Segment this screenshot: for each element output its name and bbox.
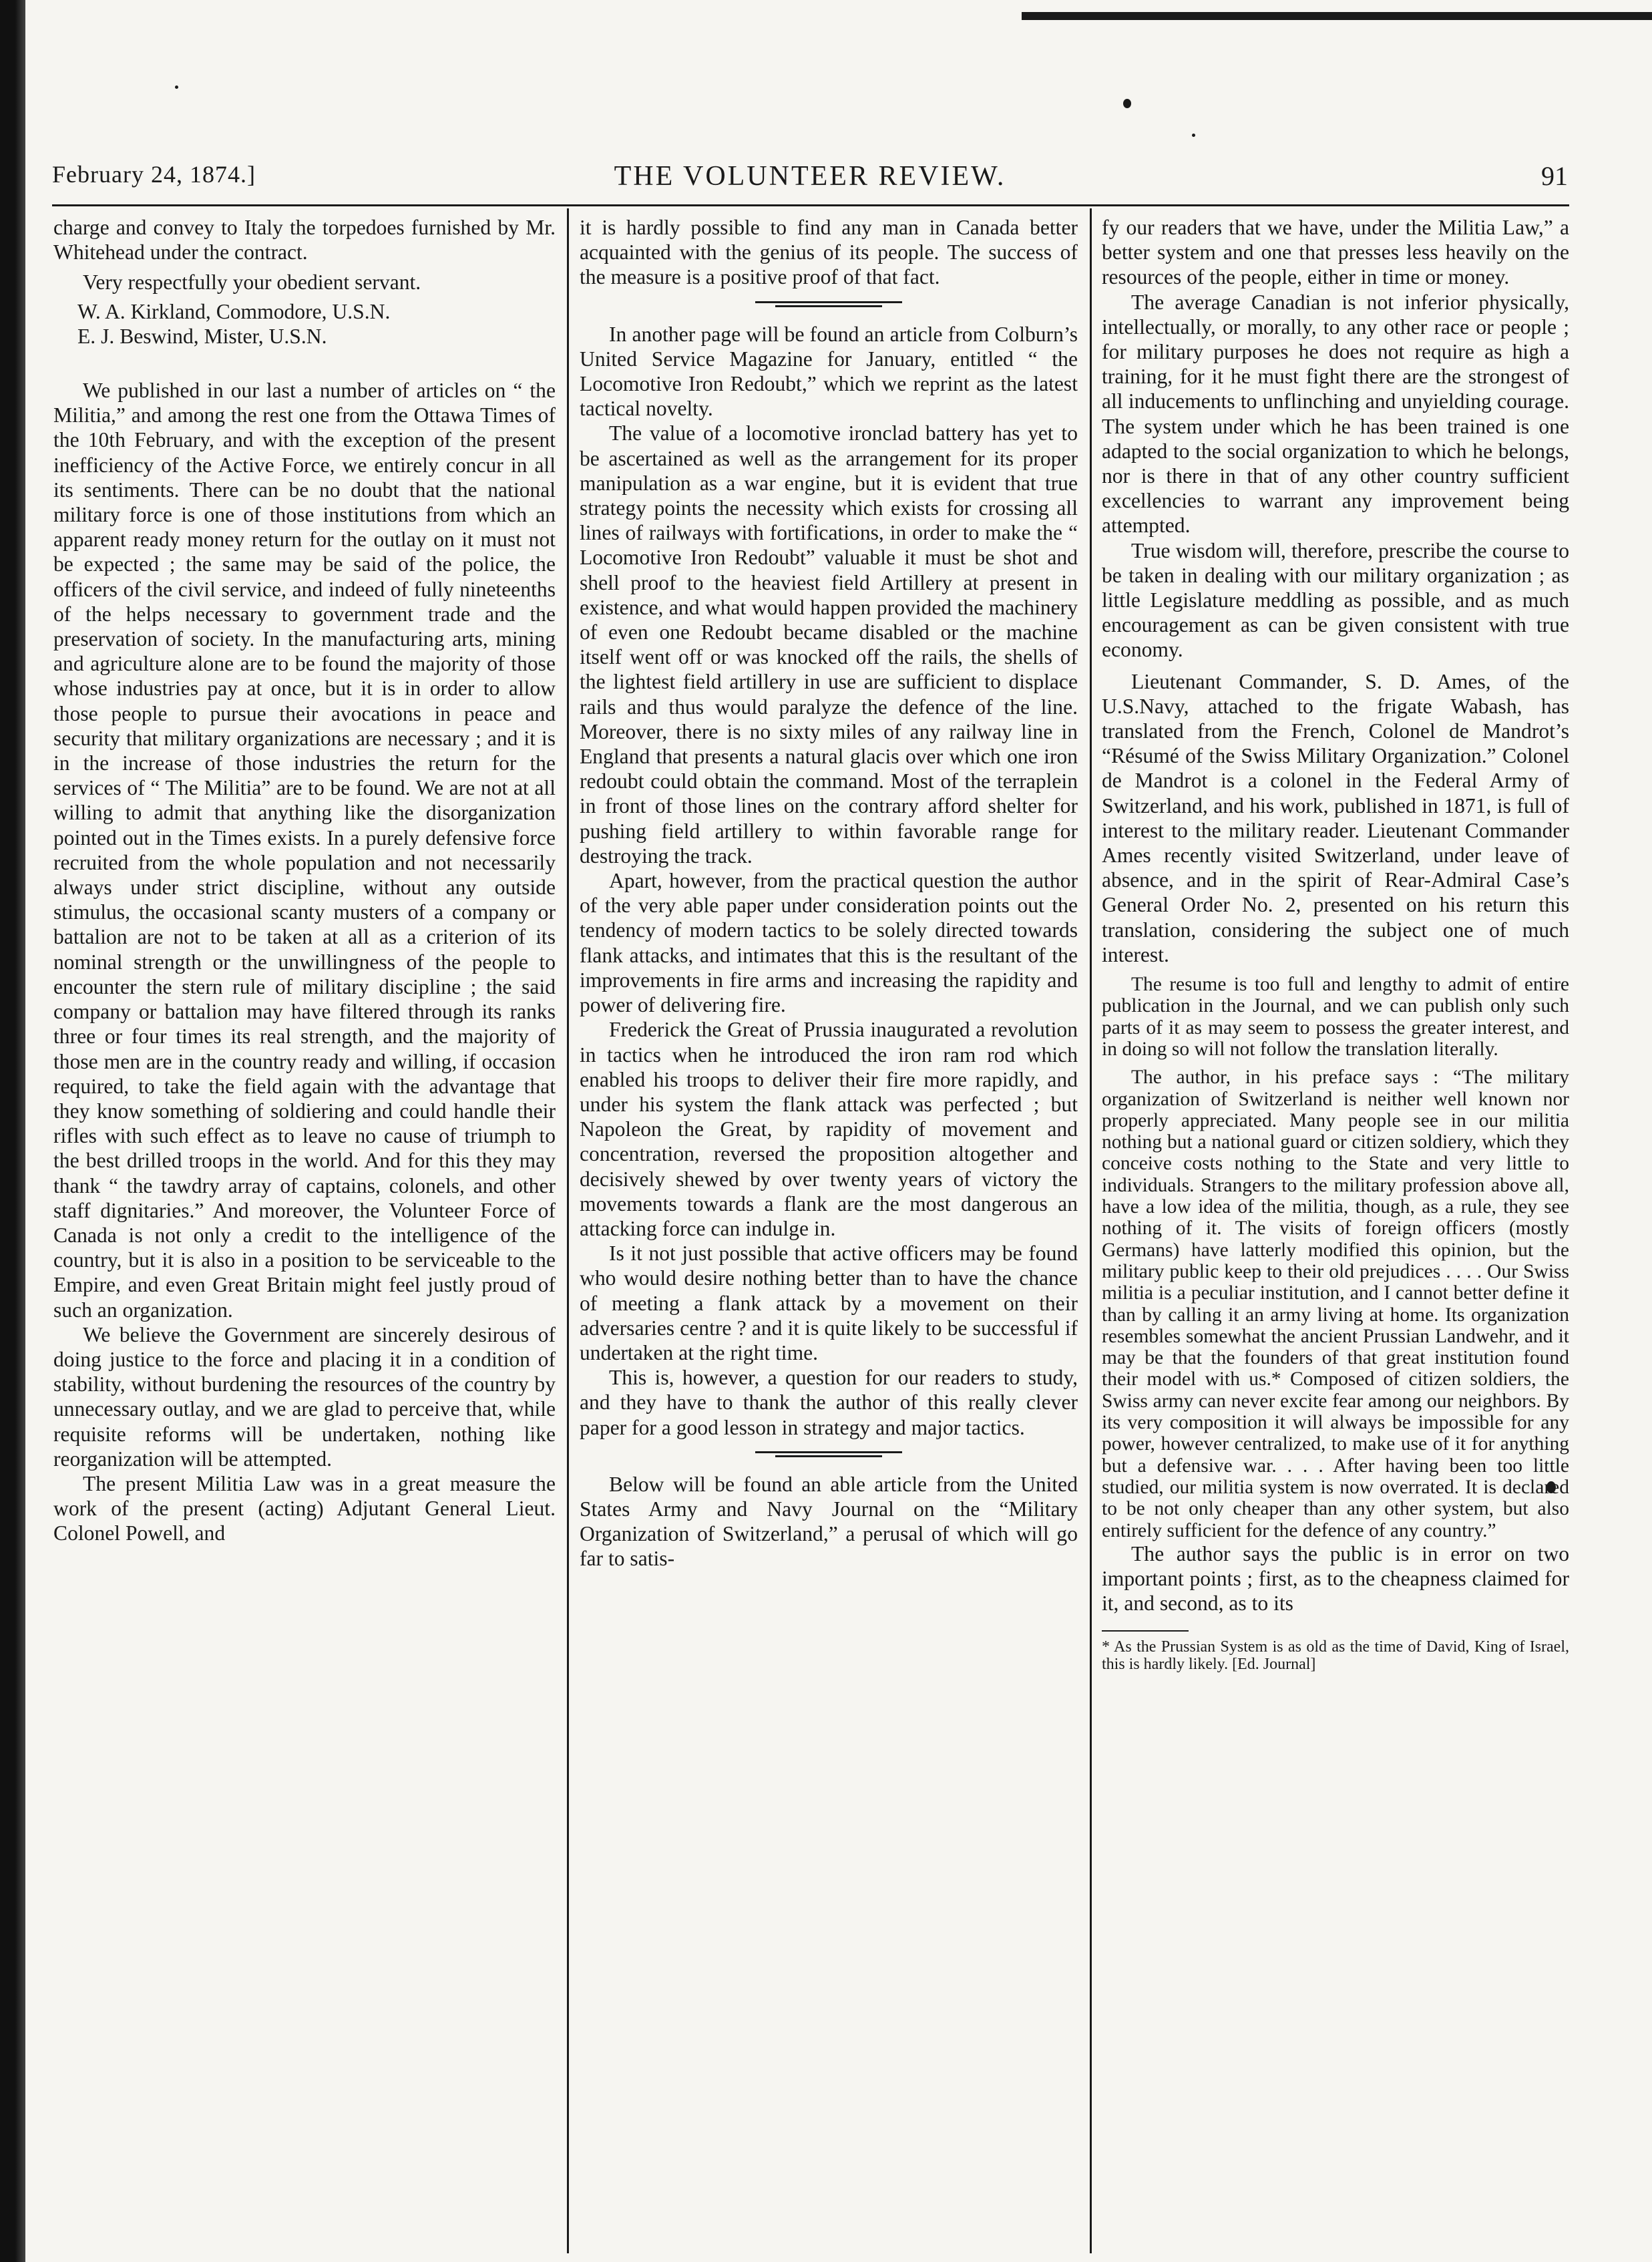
scan-border	[0, 0, 25, 2262]
paragraph: Is it not just possible that active officers may be found who would desire nothing better than to have the chance of meeting a flank attack by a movement on their adversaries centre ? and it is quite likely to be successful if undertaken at the right time.	[580, 1242, 1078, 1364]
paragraph: Lieutenant Commander, S. D. Ames, of the U.S.Navy, attached to the frigate Wabash, has translated from the French, Colonel de Mandrot’s “Résumé of the Swiss Military Organization.” Colonel de Mandrot is a colonel in the Federal Army of Switzerland, and his work, published in 1871, is full of interest to the military reader. Lieutenant Commander Ames recently visited Switzerland, under leave of absence, and in the spirit of Rear-Admiral Case’s General Order No. 2, presented on his return this translation, considering the subject one of much interest.	[1102, 669, 1569, 966]
header-date: February 24, 1874.]	[52, 161, 256, 188]
section-separator	[755, 1449, 902, 1460]
closing-line: Very respectfully your obedient servant.	[83, 270, 421, 295]
paragraph: True wisdom will, therefore, prescribe the course to be taken in dealing with our military organization ; as little Legislature meddling as possible, and as much encouragement as can be given consistent with true economy.	[1102, 538, 1569, 662]
ink-speck	[175, 85, 178, 89]
paragraph: Frederick the Great of Prussia inaugurated a revolution in tactics when he introduced the iron ram rod which enabled his troops to deliver their fire more rapidly, and under his system the flank attack was perfected ; but Napoleon the Great, by rapidity of movement and concentration, reversed the proposition altogether and decisively shewed by over twenty years of victory the movements towards a flank are the most dangerous an attacking force can indulge in.	[580, 1018, 1078, 1240]
column-divider	[1090, 208, 1092, 2253]
footnote-rule	[1102, 1630, 1189, 1632]
header-rule	[52, 204, 1569, 206]
column-2	[580, 215, 1078, 1571]
paragraph: The resume is too full and lengthy to admit of entire publication in the Journal, and we can publish only such parts of it as may seem to possess the greater interest, and in doing so will not follow the translation literally.	[1102, 974, 1569, 1060]
section-separator	[755, 299, 902, 310]
column-3	[1102, 215, 1569, 1673]
top-edge-rule	[1022, 12, 1652, 20]
paragraph: This is, however, a question for our readers to study, and they have to thank the author of this really clever paper for a good lesson in strategy and major tactics.	[580, 1366, 1078, 1439]
paragraph: it is hardly possible to find any man in Canada better acquainted with the genius of its people. The success of the measure is a positive proof of that fact.	[580, 216, 1078, 289]
signature: E. J. Beswind, Mister, U.S.N.	[77, 324, 327, 348]
paragraph: The present Militia Law was in a great measure the work of the present (acting) Adjutant General Lieut. Colonel Powell, and	[53, 1471, 556, 1545]
paragraph: The value of a locomotive ironclad battery has yet to be ascertained as well as the arrangement for its proper manipulation as a war engine, but it is evident that true strategy points the necessity which exists for crossing all lines of railways with fortifications, in order to make the “ Locomotive Iron Redoubt” valuable it must be shot and shell proof to the heaviest field Artillery at present in existence, and what would happen provided the machinery of even one Redoubt became disabled or the machine itself went off or was knocked off the rails, the shells of the lightest field artillery in use are sufficient to displace rails and thus would paralyze the defence of the line. Moreover, there is no sixty miles of any railway line in England that presents a natural glacis over which one iron redoubt could obtain the command. Most of the terraplein in front of those lines on the contrary afford shelter for pushing field artillery to within favorable range for destroying the track.	[580, 421, 1078, 868]
masthead-title: THE VOLUNTEER REVIEW.	[614, 161, 1006, 192]
editorial-swiss: Below will be found an able article from the United States Army and Navy Journal on the “Military Organization of Switzerland,” a perusal of which will go far to satis-	[580, 1472, 1078, 1571]
editorial-militia: We published in our last a number of articles on “ the Militia,” and among the rest one from the Ottawa Times of the 10th February, and with the exception of the present inefficiency of the Active Force, we entirely concur in all its sentiments. There can be no doubt that the national military force is one of those institutions from which an apparent ready money return for the outlay on it must not be expected ; the same may be said of the police, the officers of the civil service, and indeed of fully nineteenths of the helps necessary to government trade and the preservation of society. In the manufacturing arts, mining and agriculture alone are to be found the majority of those whose industries pay at once, but it is in order to allow those people to pursue their avocations in peace and security that military organizations are necessary ; and it is in the increase of those industries the return for the services of “ The Militia” are to be found. We are not at all willing to admit that anything like the disorganization pointed out in the Times exists. In a purely defensive force recruited from the whole population and not necessarily always under strict discipline, without any outside stimulus, the occasional scanty musters of a company or battalion are not to be taken at all as a criterion of its nominal strength or the unwillingness of the people to encounter the stern rule of military discipline ; the said company or battalion may have filtered through its ranks three or four times its real strength, and the majority of those men are in the country ready and willing, if occasion required, to take the field again with the advantage that they know something of soldiering and could handle their rifles with such effect as to leave no cause of triumph to the best drilled troops in the world. And for this they may thank “ the tawdry array of captains, colonels, and other staff dignitaries.” And moreover, the Volunteer Force of Canada is not only a credit to the intelligence of the country, but it is also in a position to be serviceable to the Empire, and even Great Britain might feel justly proud of such an organization.	[53, 379, 556, 1322]
paragraph: We believe the Government are sincerely desirous of doing justice to the force and placing it in a condition of stability, without burdening the resources of the country by unnecessary outlay, and we are glad to perceive that, while requisite reforms will be undertaken, nothing like reorganization will be attempted.	[53, 1322, 556, 1471]
paragraph: The average Canadian is not inferior physically, intellectually, or morally, to any other race or people ; for military purposes he does not require as high a training, for it he must fight there are the strongest of all inducements to unflinching and unyielding courage. The system under which he has been trained is one adapted to the social organization to which he belongs, nor is there in that of any other country sufficient excellencies to warrant any improvement being attempted.	[1102, 290, 1569, 538]
paragraph: charge and convey to Italy the torpedoes furnished by Mr. Whitehead under the contract.	[53, 216, 556, 264]
paragraph: fy our readers that we have, under the Militia Law,” a better system and one that presses less heavily on the resources of the people, either in time or money.	[1102, 216, 1569, 289]
page-number: 91	[1541, 161, 1568, 191]
column-divider	[567, 208, 569, 2253]
column-1	[53, 215, 556, 1546]
footnote: * As the Prussian System is as old as the time of David, King of Israel, this is hardly likely. [Ed. Journal]	[1102, 1638, 1569, 1674]
spacer	[53, 349, 556, 378]
paragraph: Apart, however, from the practical question the author of the very able paper under consideration points out the tendency of modern tactics to be solely directed towards flank attacks, and intimates that this is the resultant of the improvements in fire arms and increasing the rapidity and power of delivering fire.	[580, 869, 1078, 1017]
paragraph: The author says the public is in error on two important points ; first, as to the cheapness claimed for it, and second, as to its	[1102, 1541, 1569, 1616]
ink-speck	[1192, 134, 1195, 137]
page-header	[52, 160, 1568, 200]
signature: W. A. Kirkland, Commodore, U.S.N.	[77, 299, 391, 323]
editorial-redoubt: In another page will be found an article from Colburn’s United Service Magazine for January, entitled “ the Locomotive Iron Redoubt,” which we reprint as the latest tactical novelty.	[580, 322, 1078, 421]
quoted-preface: The author, in his preface says : “The military organization of Switzerland is neither well known nor properly appreciated. Many people see in our militia nothing but a national guard or citizen soldiery, which they conceive costs nothing to the State and very little to individuals. Strangers to the military profession above all, have a low idea of the militia, though, as a rule, they see nothing of it. The visits of foreign officers (mostly Germans) have latterly modified this opinion, but the military public keep to their old prejudices . . . . Our Swiss militia is a peculiar institution, and I cannot better define it than by calling it an army living at home. Its organization resembles somewhat the ancient Prussian Landwehr, and it may be that the founders of that great institution found their model with us.* Composed of citizen soldiers, the Swiss army can never excite fear among our neighbors. By its very composition it will always be impossible for any power, however centralized, to make use of it for anything but a defensive war. . . . After having been too little studied, our militia system is now overrated. It is declared to be not only cheaper than any other system, but also entirely sufficient for the defence of any country.”	[1102, 1067, 1569, 1541]
ink-speck	[1123, 99, 1131, 108]
